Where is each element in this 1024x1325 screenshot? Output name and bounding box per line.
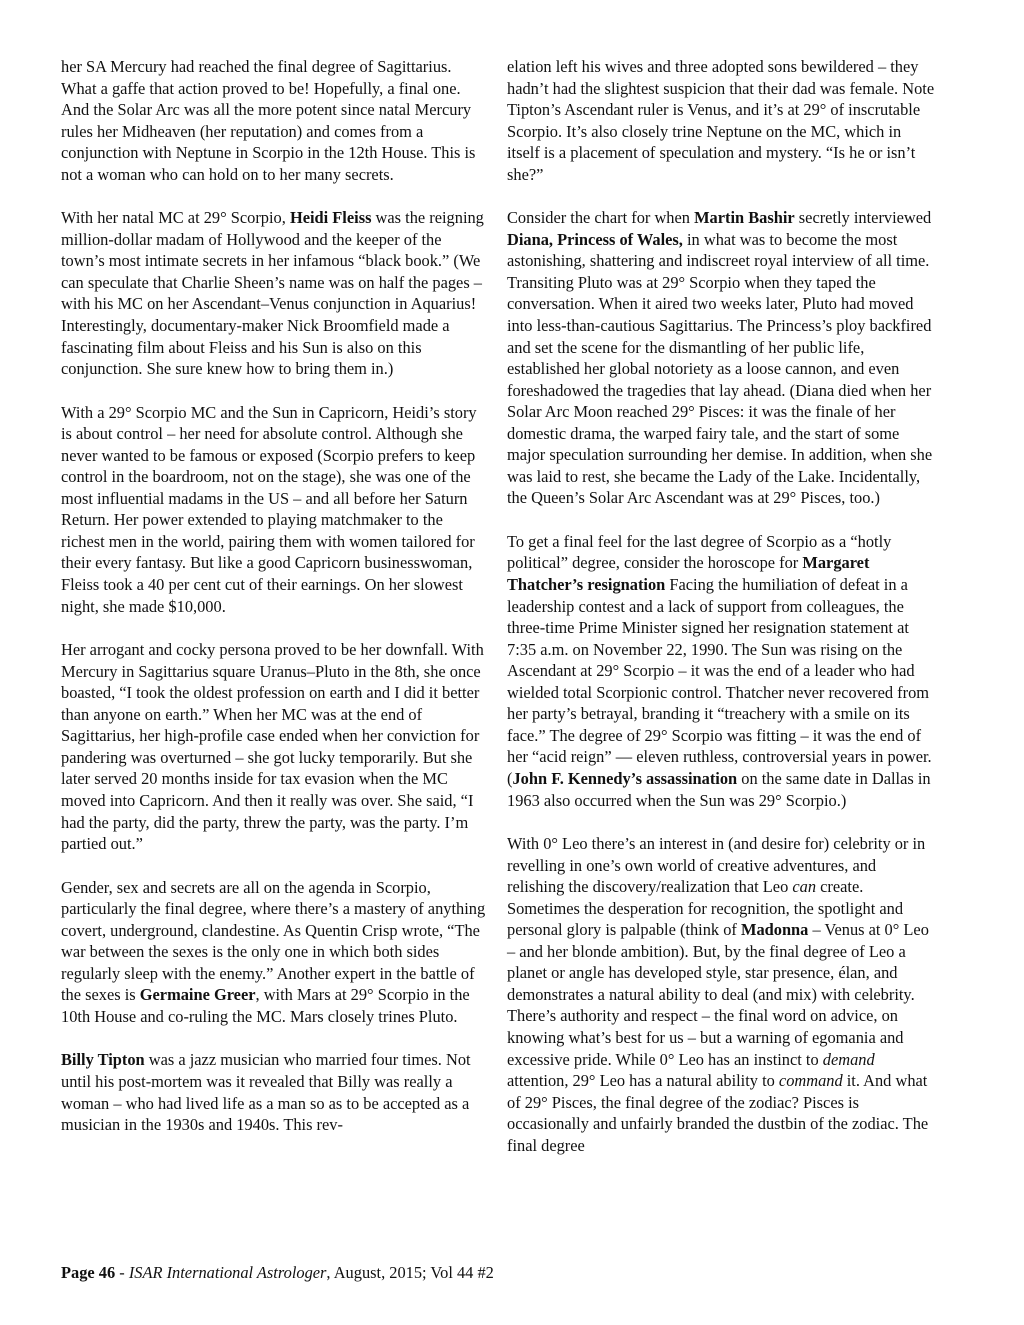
- bold-name: Heidi Fleiss: [289, 208, 372, 228]
- paragraph: her SA Mercury had reached the final degree of Sagittarius. What a gaffe that action proved to be! Hopefully, a final one. And the Solar Arc was all the more potent since natal Mercury rules her Midheaven (her reputation) and comes from a conjunction with Neptune in Scorpio in the 12th House. This is not a woman who can hold on to her many secrets.: [61, 57, 476, 184]
- italic-word: demand: [822, 1049, 875, 1069]
- paragraph-thatcher: To get a final feel for the last degree of Scorpio as a “hotly political” degree, consider the horoscope for Margaret Thatcher’s resignation Facing the humiliation of defeat in a leadership contest and a lack of support from colleagues, the three-time Prime Minister signed her resignation statement at 7:35 a.m. on November 22, 1990. The Sun was rising on the Ascendant at 29° Scorpio – it was the end of a leader who had wielded total Scorpionic control. Thatcher never recovered from her party’s betrayal, branding it “treachery with a smile on its face.” The degree of 29° Scorpio was fitting – it was the end of her “acid reign” — eleven ruthless, controversial years in power. (John F. Kennedy’s assassination on the same date in Dallas in 1963 also occurred when the Sun was 29° Scorpio.): [507, 531, 932, 810]
- bold-name: John F. Kennedy’s assassination: [512, 768, 738, 788]
- paragraph-billy-tipton: Billy Tipton was a jazz musician who married four times. Not until his post-mortem was it revealed that Billy was really a woman – who had lived life as a man so as to be accepted as a musician in the 1930s and 1940s. This rev-: [61, 1050, 471, 1135]
- page-footer: Page 46 - ISAR International Astrologer, August, 2015; Vol 44 #2: [61, 1263, 494, 1282]
- italic-word: can: [792, 877, 817, 897]
- paragraph-germaine-greer: Gender, sex and secrets are all on the agenda in Scorpio, particularly the final degree, where there’s a mastery of anything covert, underground, clandestine. As Quentin Crisp wrote, “The war between the sexes is the only one in which both sides regularly sleep with the enemy.” Another expert in the battle of the sexes is Germaine Greer, with Mars at 29° Scorpio in the 10th House and co-ruling the MC. Mars closely trines Pluto.: [61, 877, 486, 1026]
- bold-name: Billy Tipton: [61, 1050, 145, 1070]
- right-column: [507, 56, 935, 1178]
- bold-name: Germaine Greer: [139, 985, 256, 1005]
- italic-word: command: [778, 1071, 843, 1091]
- page-number: Page 46: [61, 1263, 116, 1282]
- paragraph-heidi-fleiss: With her natal MC at 29° Scorpio, Heidi Fleiss was the reigning million-dollar madam of Hollywood and the keeper of the town’s most intimate secrets in her infamous “black book.” (We can speculate that Charlie Sheen’s name was on half the pages – with his MC on her Ascendant–Venus conjunction in Aquarius! Interestingly, documentary-maker Nick Broomfield made a fascinating film about Fleiss and his Sun is also on this conjunction. She sure knew how to bring them in.): [61, 208, 484, 379]
- paragraph: elation left his wives and three adopted sons bewildered – they hadn’t had the slightest suspicion that their dad was female. Note Tipton’s Ascendant ruler is Venus, and it’s at 29° of inscrutable Scorpio. It’s also closely trine Neptune on the MC, which in itself is a placement of speculation and mystery. “Is he or isn’t she?”: [507, 57, 935, 184]
- left-column: [61, 56, 489, 1158]
- paragraph: With a 29° Scorpio MC and the Sun in Capricorn, Heidi’s story is about control – her need for absolute control. Although she never wanted to be famous or exposed (Scorpio prefers to keep control in the boardroom, not on the stage), she was one of the most influential madams in the US – and all before her Saturn Return. Her power extended to playing matchmaker to the richest men in the world, pairing them with women tailored for their every fantasy. But like a good Capricorn businesswoman, Fleiss took a 40 per cent cut of their earnings. On her slowest night, she made $10,000.: [61, 402, 477, 616]
- paragraph-diana: Consider the chart for when Martin Bashir secretly interviewed Diana, Princess of Wales, in what was to become the most astonishing, shattering and indiscreet royal interview of all time. Transiting Pluto was at 29° Scorpio when they taped the conversation. When it aired two weeks later, Pluto had moved into less-than-cautious Sagittarius. The Princess’s ploy backfired and set the scene for the dismantling of her public life, established her global notoriety as a loose cannon, and even foreshadowed the tragedies that lay ahead. (Diana died when her Solar Arc Moon reached 29° Pisces: it was the finale of her domestic drama, the warped fairy tale, and the start of some major speculation surrounding her demise. In addition, when she was laid to rest, she became the Lady of the Lake. Incidentally, the Queen’s Solar Arc Ascendant was at 29° Pisces, too.): [507, 208, 933, 508]
- bold-name: Diana, Princess of Wales,: [507, 229, 683, 249]
- bold-name: Martin Bashir: [694, 208, 795, 228]
- bold-name: Margaret Thatcher’s resignation: [507, 553, 870, 595]
- paragraph-leo: With 0° Leo there’s an interest in (and desire for) celebrity or in revelling in one’s own world of creative adventures, and relishing the discovery/realization that Leo can create. Sometimes the desperation for recognition, the spotlight and personal glory is palpable (think of Madonna – Venus at 0° Leo – and her blonde ambition). But, by the final degree of Leo a planet or angle has developed style, star presence, élan, and demonstrates a natural ability to deal (and mix) with celebrity. There’s authority and respect – the final word on advice, on knowing what’s best for us – but a warning of egomania and excessive pride. While 0° Leo has an instinct to demand attention, 29° Leo has a natural ability to command it. And what of 29° Pisces, the final degree of the zodiac? Pisces is occasionally and unfairly branded the dustbin of the zodiac. The final degree: [507, 834, 929, 1155]
- issue-info: , August, 2015; Vol 44 #2: [326, 1263, 494, 1282]
- paragraph: Her arrogant and cocky persona proved to be her downfall. With Mercury in Sagittarius square Uranus–Pluto in the 8th, she once boasted, “I took the oldest profession on earth and I did it better than anyone on earth.” When her MC was at the end of Sagittarius, her high-profile case ended when her conviction for pandering was overturned – she got lucky temporarily. But she later served 20 months inside for tax evasion when the MC moved into Capricorn. And then it really was over. She said, “I had the party, did the party, threw the party, was the party. I’m partied out.”: [61, 640, 484, 854]
- bold-name: Madonna: [740, 920, 809, 940]
- magazine-title: ISAR International Astrologer: [128, 1263, 327, 1282]
